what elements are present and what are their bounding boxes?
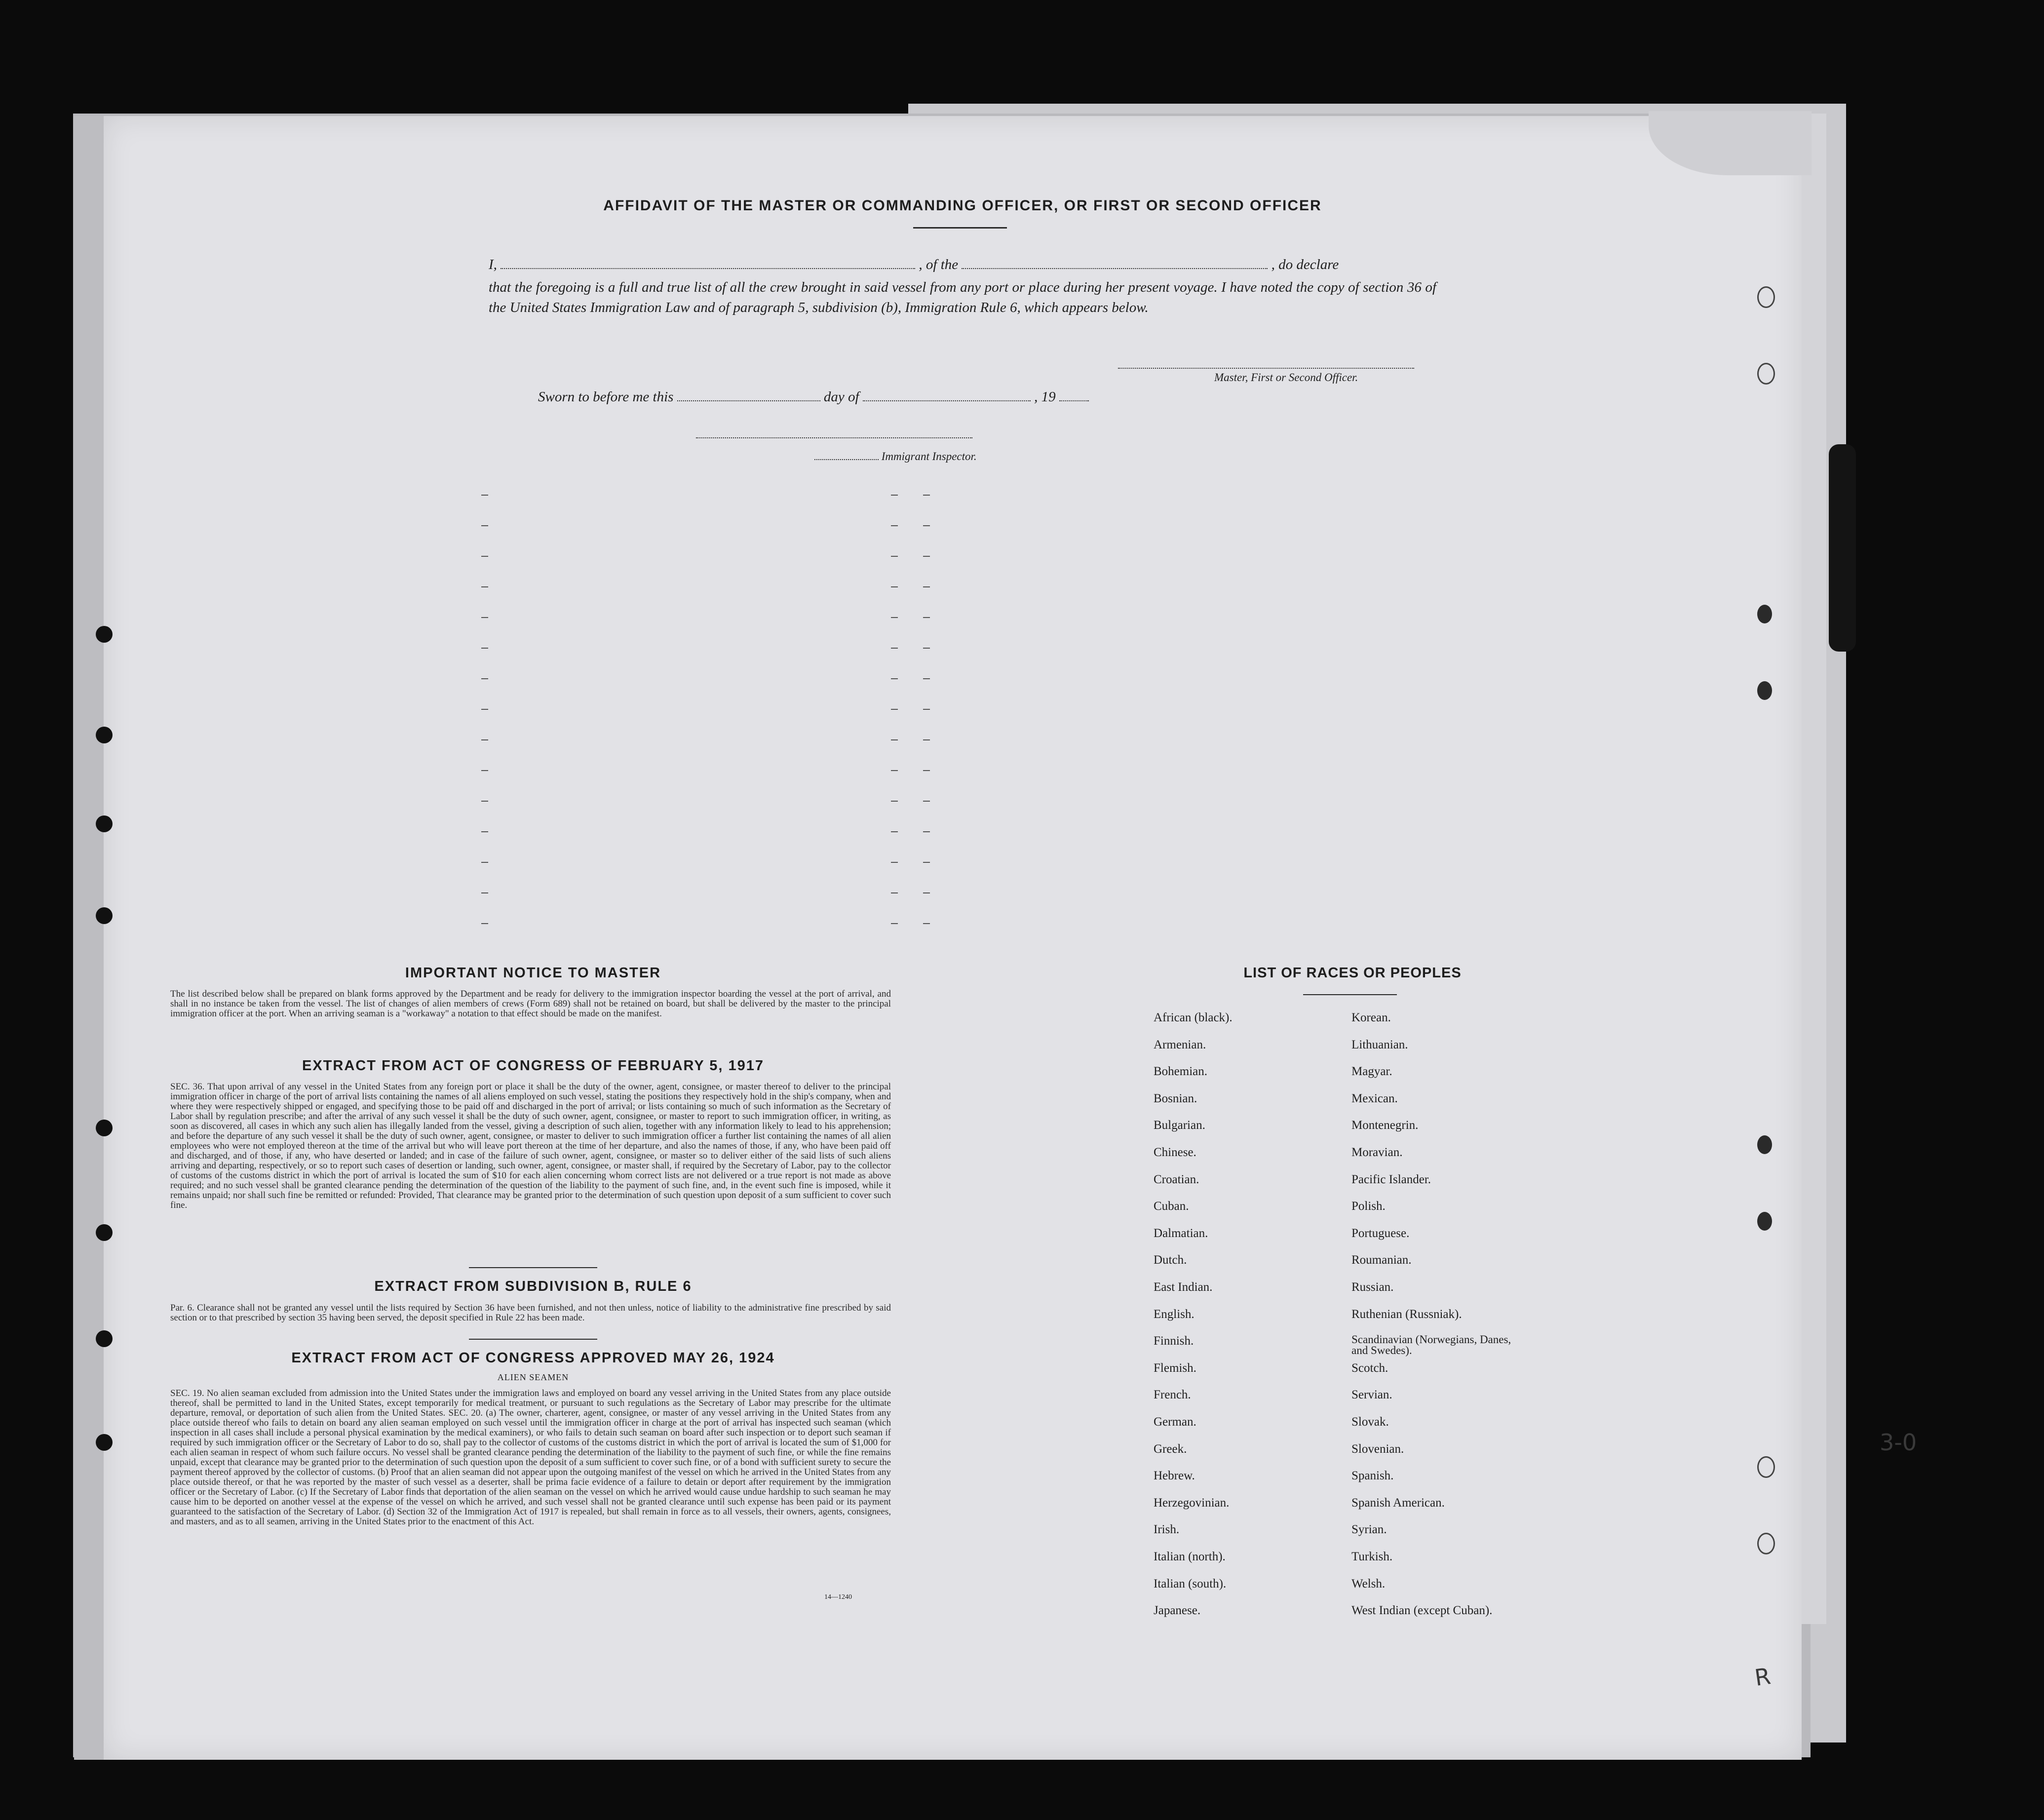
margin-dot [1757, 1212, 1772, 1231]
margin-dot [1757, 605, 1772, 623]
dark-binding-shadow [1829, 444, 1856, 652]
race-item: Italian (south). [1154, 1577, 1227, 1590]
ruling-dash [481, 648, 488, 649]
extract-1917-title: EXTRACT FROM ACT OF CONGRESS OF FEBRUARY 5, 1917 [302, 1058, 765, 1074]
year-blank [1059, 400, 1089, 401]
race-item: Scandinavian (Norwegians, Danes, and Swedes). [1351, 1333, 1511, 1357]
races-divider [1303, 994, 1397, 995]
vessel-blank [962, 268, 1268, 269]
margin-dot [1757, 681, 1772, 700]
affidavit-body: that the foregoing is a full and true list of all the crew brought in said vessel from any port or place during her present voyage. I have noted the copy of section 36 of the United States Immigration Law and of paragraph 5, subdivision (b), Immigration Rule 6, which appears below. [489, 279, 1436, 315]
extract-1924-text: SEC. 19. No alien seaman excluded from admission into the United States under the immigration laws and employed on board any vessel arriving in the United States from any place outside thereof, shall be permitted to land in the United States, except temporarily for medical treatment, or pursuant to such regulations as the Secretary of Labor may prescribe for the ultimate departure, removal, or deportation of such alien from the United States. SEC. 20. (a) The owner, charterer, agent, consignee, or master of any vessel arriving in the United States from any place outside thereof who fails to detain on board any alien seaman employed on such vessel until the immigration officer in charge at the port of arrival has inspected such seaman (which inspection in all cases shall include a personal physical examination by the medical examiners), or who fails to detain such seaman on board after such inspection or to deport such seaman if required by such immigration officer or the Secretary of Labor to do so, shall pay to the collector of customs of the customs district in which the port of arrival is located the sum of $1,000 for each alien seaman in respect of whom such failure occurs. No vessel shall be granted clearance pending the determination of the liability to the payment of such fine, or while the fine remains unpaid, except that clearance may be granted prior to the determination of such question upon the deposit of a sum sufficient to cover such fine, or of a bond with sufficient surety to secure the payment thereof approved by the collector of customs. (b) Proof that an alien seaman did not appear upon the outgoing manifest of the vessel on which he arrived in the United States from any place outside thereof, or that he was reported by the master of such vessel as a deserter, shall be prima facie evidence of a failure to detain or deport after requirement by the immigration officer or the Secretary of Labor. (c) If the Secretary of Labor finds that deportation of the alien seaman on the vessel on which he arrived would cause undue hardship to such seaman he may cause him to be deported on another vessel at the expense of the vessel on which he arrived, and such vessel shall not be granted clearance until such expense has been paid or its payment guaranteed to the satisfaction of the Secretary of Labor. (d) Section 32 of the Immigration Act of 1917 is repealed, but shall remain in force as to all vessels, their owners, agents, consignees, and masters, and as to all seamen, arriving in the United States prior to the enactment of this Act. [170, 1388, 891, 1527]
margin-ring [1757, 363, 1775, 385]
race-item: Scotch. [1351, 1361, 1388, 1375]
race-item: Turkish. [1351, 1550, 1393, 1563]
ruling-dash [923, 801, 930, 802]
margin-dot [1757, 1135, 1772, 1154]
section-divider [469, 1267, 597, 1268]
of-the-word: , of the [919, 257, 959, 272]
race-item: Roumanian. [1351, 1253, 1412, 1267]
race-item: Flemish. [1154, 1361, 1196, 1375]
ruling-dash [481, 770, 488, 771]
ruling-dash [923, 770, 930, 771]
sworn-label: Sworn to before me this [538, 389, 674, 405]
day-of-label: day of [823, 389, 859, 405]
race-item: Herzegovinian. [1154, 1496, 1230, 1510]
race-item: French. [1154, 1388, 1191, 1402]
race-item: Portuguese. [1351, 1226, 1410, 1240]
notice-text: The list described below shall be prepared on blank forms approved by the Department and be ready for delivery to the immigration inspector boarding the vessel at the port of arrival, and shall in no instance be taken from the vessel. The list of changes of alien members of crews (Form 689) shall not be retained on board, but shall be delivered by the master to the principal immigration officer at the port. When an arriving seaman is a "workaway" a notation to that effect should be made on the manifest. [170, 989, 891, 1019]
race-item: Greek. [1154, 1442, 1187, 1456]
master-signature-caption: Master, First or Second Officer. [1214, 371, 1358, 384]
ruling-dash [891, 617, 898, 618]
race-item: Hebrew. [1154, 1469, 1195, 1483]
race-item: Irish. [1154, 1523, 1180, 1537]
ruling-dash [891, 709, 898, 710]
ruling-dash [923, 586, 930, 587]
race-item: Italian (north). [1154, 1550, 1226, 1563]
race-item: Pacific Islander. [1351, 1172, 1431, 1186]
ruling-dash [891, 770, 898, 771]
section-divider [469, 1339, 597, 1340]
margin-note-2: R [1753, 1663, 1773, 1691]
ruling-dash [923, 617, 930, 618]
ruling-dash [923, 678, 930, 679]
race-item: Japanese. [1154, 1604, 1201, 1618]
inspector-caption [814, 450, 977, 463]
race-item: Slovak. [1351, 1415, 1389, 1429]
ruling-dash [923, 739, 930, 740]
ruling-dash [481, 495, 488, 496]
extract-1924-title: EXTRACT FROM ACT OF CONGRESS APPROVED MAY 26, 1924 [291, 1350, 775, 1366]
ruling-dash [481, 801, 488, 802]
race-item: German. [1154, 1415, 1196, 1429]
race-item: Dutch. [1154, 1253, 1187, 1267]
race-item: Mexican. [1351, 1091, 1398, 1105]
ruling-dash [891, 862, 898, 863]
punch-hole [96, 1224, 113, 1241]
ruling-dash [891, 495, 898, 496]
ruling-dash [923, 525, 930, 526]
ruling-dash [481, 525, 488, 526]
ruling-dash [891, 923, 898, 924]
punch-hole [96, 1434, 113, 1451]
ruling-dash [891, 678, 898, 679]
title-divider [913, 227, 1007, 229]
extract-1917-text: SEC. 36. That upon arrival of any vessel in the United States from any foreign port or place it shall be the duty of the owner, agent, consignee, or master thereof to deliver to the principal immigration officer in charge of the port of arrival lists containing the names of all aliens employed on such vessel, stating the positions they respectively hold in the ship's company, when and where they were respectively shipped or engaged, and specifying those to be paid off and discharged in the port of arrival; or lists containing so much of such information as the Secretary of Labor shall by regulation prescribe; and after the arrival of any such vessel it shall be the duty of such owner, agent, consignee, or master to report to such immigration officer, in writing, as soon as discovered, all cases in which any such alien has illegally landed from the vessel, giving a description of such alien, together with any information likely to lead to his apprehension; and before the departure of any such vessel it shall be the duty of such owner, agent, consignee, or master to deliver to such immigration officer a further list containing the names of all alien employees who were not employed thereon at the time of the arrival but who will leave port thereon at the time of her departure, and also the names of those, if any, who have been paid off and discharged, and of those, if any, who have deserted or landed; and in case of the failure of such owner, agent, consignee, or master so to deliver either of the said lists of such aliens arriving and departing, respectively, or so to report such cases of desertion or landing, such owner, agent, consignee, or master shall, if required by the Secretary of Labor, pay to the collector of customs of the customs district in which the port of arrival is located the sum of $10 for each alien concerning whom correct lists are not delivered or a true report is not made as above required; and no such vessel shall be granted clearance pending the determination of the question of the liability to the payment of such fine, and, in the event such fine is imposed, while it remains unpaid; nor shall such fine be remitted or refunded: Provided, That clearance may be granted prior to the determination of such question upon deposit of a sum sufficient to cover such fine. [170, 1082, 891, 1210]
race-item: Servian. [1351, 1388, 1392, 1402]
ruling-dash [891, 831, 898, 832]
ruling-dash [481, 556, 488, 557]
ruling-dash [923, 892, 930, 893]
ruling-dash [923, 648, 930, 649]
extract-rule6-title: EXTRACT FROM SUBDIVISION B, RULE 6 [374, 1278, 692, 1294]
race-item: East Indian. [1154, 1280, 1213, 1294]
punch-hole [96, 727, 113, 743]
punch-hole [96, 907, 113, 924]
race-item: Dalmatian. [1154, 1226, 1208, 1240]
ruling-dash [891, 648, 898, 649]
ruling-dash [481, 923, 488, 924]
ruling-dash [481, 709, 488, 710]
master-signature-line [1118, 368, 1414, 369]
race-item: Welsh. [1351, 1577, 1386, 1590]
punch-hole [96, 1120, 113, 1136]
race-item: Armenian. [1154, 1038, 1206, 1051]
race-item: West Indian (except Cuban). [1351, 1604, 1493, 1618]
race-item: Spanish. [1351, 1469, 1394, 1483]
ruling-dash [891, 801, 898, 802]
do-declare-word: , do declare [1271, 257, 1339, 272]
ruling-dash [923, 831, 930, 832]
ruling-dash [481, 831, 488, 832]
ruling-dash [923, 923, 930, 924]
ruling-dash [481, 617, 488, 618]
ruling-dash [481, 586, 488, 587]
race-item: Montenegrin. [1351, 1119, 1419, 1132]
punch-hole [96, 815, 113, 832]
i-word: I, [489, 257, 497, 272]
margin-ring [1757, 1456, 1775, 1478]
margin-note-1: 3-0 [1880, 1429, 1917, 1456]
notice-title: IMPORTANT NOTICE TO MASTER [405, 965, 661, 981]
punch-hole [96, 626, 113, 643]
race-item: Chinese. [1154, 1146, 1196, 1159]
ruling-dash [481, 862, 488, 863]
race-item: Bohemian. [1154, 1065, 1208, 1079]
margin-ring [1757, 286, 1775, 308]
day-blank [677, 400, 820, 401]
ruling-dash [923, 495, 930, 496]
race-item: Polish. [1351, 1200, 1386, 1213]
race-item: Ruthenian (Russniak). [1351, 1307, 1462, 1321]
month-blank [863, 400, 1031, 401]
race-item: Croatian. [1154, 1172, 1199, 1186]
ruling-dash [891, 892, 898, 893]
margin-ring [1757, 1533, 1775, 1554]
name-blank [501, 268, 915, 269]
race-item: Bosnian. [1154, 1091, 1197, 1105]
race-item: English. [1154, 1307, 1195, 1321]
race-item: Spanish American. [1351, 1496, 1445, 1510]
affidavit-declaration-line [489, 257, 1436, 273]
ruling-dash [923, 556, 930, 557]
ruling-dash [481, 739, 488, 740]
race-item: Magyar. [1351, 1065, 1392, 1079]
races-title: LIST OF RACES OR PEOPLES [1243, 965, 1462, 981]
inspector-label: Immigrant Inspector. [881, 450, 977, 463]
race-item: Moravian. [1351, 1146, 1403, 1159]
extract-1924-subtitle: ALIEN SEAMEN [497, 1372, 569, 1382]
sworn-line [538, 389, 1089, 405]
race-item: Cuban. [1154, 1200, 1189, 1213]
punch-hole [96, 1330, 113, 1347]
year-label: , 19 [1034, 389, 1056, 405]
ruling-dash [481, 892, 488, 893]
extract-rule6-text: Par. 6. Clearance shall not be granted any vessel until the lists required by Section 36 have been furnished, and not then unless, notice of liability to the administrative fine prescribed by said section or to that prescribed by section 35 having been served, the deposit specified in Rule 22 has been made. [170, 1303, 891, 1323]
race-item: Russian. [1351, 1280, 1394, 1294]
form-number: 14—1240 [824, 1593, 852, 1601]
race-item: Slovenian. [1351, 1442, 1404, 1456]
ruling-dash [923, 862, 930, 863]
race-item: Lithuanian. [1351, 1038, 1408, 1051]
ruling-dash [891, 556, 898, 557]
inspector-signature-line [696, 437, 972, 438]
race-item: African (black). [1154, 1011, 1233, 1024]
race-item: Bulgarian. [1154, 1119, 1205, 1132]
ruling-dash [891, 525, 898, 526]
ruling-dash [923, 709, 930, 710]
ruling-dash [891, 739, 898, 740]
race-item: Finnish. [1154, 1334, 1194, 1348]
ruling-dash [481, 678, 488, 679]
race-item: Syrian. [1351, 1523, 1387, 1537]
ruling-dash [891, 586, 898, 587]
page-binding-margin [74, 116, 104, 1760]
race-item: Korean. [1351, 1011, 1391, 1024]
affidavit-title: AFFIDAVIT OF THE MASTER OR COMMANDING OFFICER, OR FIRST OR SECOND OFFICER [603, 197, 1322, 214]
